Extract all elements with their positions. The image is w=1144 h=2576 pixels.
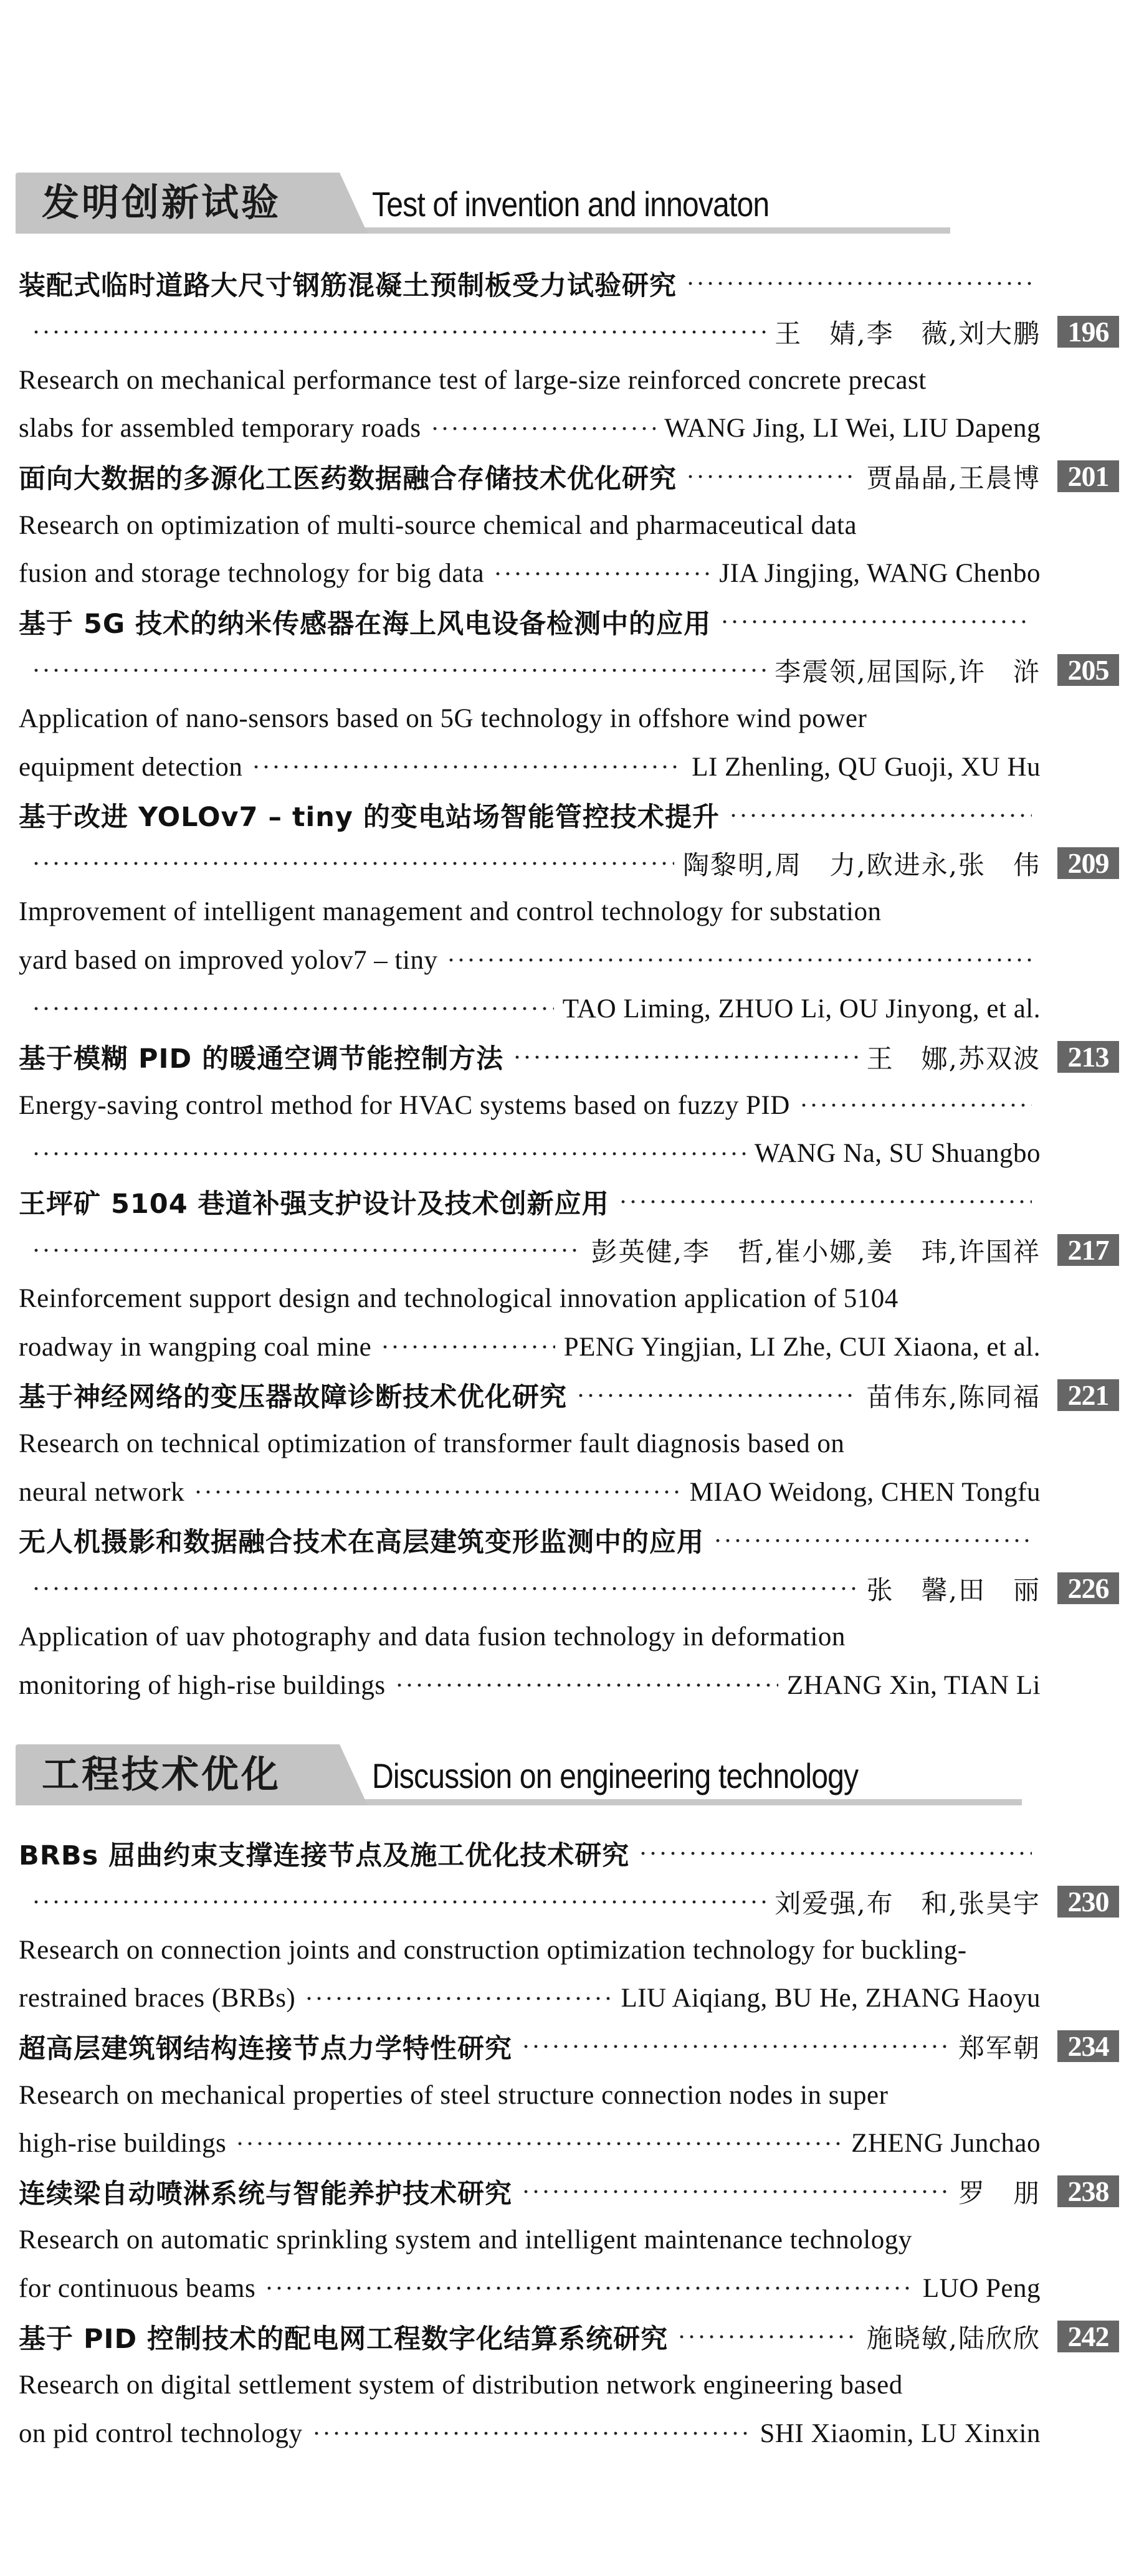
authors-cn: 苗伟东,陈同福	[866, 1381, 1041, 1412]
dot-leader	[521, 2040, 950, 2053]
article-title-en: slabs for assembled temporary roads	[19, 414, 421, 444]
article-title-en: yard based on improved yolov7 – tiny	[19, 945, 438, 975]
dot-leader	[618, 1195, 1032, 1208]
dot-leader	[380, 1341, 555, 1353]
article-title-en-line	[19, 2071, 1041, 2119]
authors-cn: 刘爱强,布 和,张昊宇	[775, 1888, 1041, 1919]
authors-en: ZHANG Xin, TIAN Li	[786, 1670, 1041, 1700]
page-number-badge[interactable]: 238	[1057, 2175, 1119, 2207]
section-header-engineering	[16, 1744, 1022, 1805]
authors-cn: 郑军朝	[958, 2033, 1041, 2064]
article-title-en-line	[19, 1661, 1041, 1709]
article-title-en: restrained braces (BRBs)	[19, 1984, 296, 2013]
dot-leader	[31, 326, 766, 338]
article-title-en-line	[19, 1468, 1041, 1516]
authors-cn-line	[19, 1226, 1041, 1275]
page-number-badge[interactable]: 201	[1057, 460, 1119, 492]
article-title-en: neural network	[19, 1477, 185, 1507]
dot-leader	[31, 664, 766, 677]
article-title-en-line	[19, 1419, 1041, 1468]
article-title-en-line	[19, 1926, 1041, 1974]
authors-cn: 施晓敏,陆欣欣	[866, 2323, 1041, 2354]
authors-cn: 陶黎明,周 力,欧进永,张 伟	[682, 850, 1041, 881]
article-title-en-line	[19, 549, 1041, 598]
section-title-cn: 发明创新试验	[42, 181, 281, 225]
dot-leader	[799, 1099, 1032, 1111]
article-title-en: monitoring of high-rise buildings	[19, 1670, 386, 1700]
article-title-en-line	[19, 356, 1041, 404]
page-number-badge[interactable]: 234	[1057, 2030, 1119, 2062]
article-title-cn[interactable]: 基于 PID 控制技术的配电网工程数字化结算系统研究	[19, 2323, 669, 2355]
authors-cn: 李震领,屈国际,许 浒	[775, 656, 1041, 687]
article-title-en: high-rise buildings	[19, 2129, 227, 2159]
article-title-cn-line	[19, 1033, 1041, 1081]
authors-cn-line	[19, 839, 1041, 888]
page-number-badge[interactable]: 205	[1057, 654, 1119, 686]
article-title-cn[interactable]: BRBs 屈曲约束支撑连接节点及施工优化技术研究	[19, 1840, 630, 1871]
authors-en: JIA Jingjing, WANG Chenbo	[719, 559, 1041, 589]
article-title-en-line	[19, 936, 1041, 984]
article-title-cn-line	[19, 259, 1041, 308]
dot-leader	[576, 1389, 858, 1402]
authors-en: LIU Aiqiang, BU He, ZHANG Haoyu	[621, 1984, 1041, 2013]
article-title-cn-line	[19, 597, 1041, 646]
article-title-cn-line	[19, 1829, 1041, 1878]
authors-en: WANG Jing, LI Wei, LIU Dapeng	[664, 414, 1041, 444]
article-title-en: equipment detection	[19, 752, 243, 782]
article-title-en-line	[19, 2264, 1041, 2312]
article-title-en-line	[19, 1275, 1041, 1323]
article-title-cn-line	[19, 1371, 1041, 1420]
article-title-en: for continuous beams	[19, 2273, 256, 2303]
article-title-en-line	[19, 2216, 1041, 2265]
article-title-en: on pid control technology	[19, 2418, 303, 2448]
article-title-cn[interactable]: 装配式临时道路大尺寸钢筋混凝土预制板受力试验研究	[19, 270, 677, 302]
article-title-en-line	[19, 1323, 1041, 1371]
dot-leader	[31, 1582, 858, 1595]
dot-leader	[728, 809, 1032, 822]
article-title-en-line	[19, 743, 1041, 791]
article-title-en: Application of nano-sensors based on 5G technology in offshore wind power	[19, 703, 867, 733]
dot-leader	[446, 954, 1032, 966]
article-title-cn-line	[19, 791, 1041, 840]
dot-leader	[264, 2282, 914, 2294]
page-number-badge[interactable]: 242	[1057, 2321, 1119, 2352]
dot-leader	[521, 2185, 950, 2198]
dot-leader	[31, 1896, 766, 1908]
authors-en: PENG Yingjian, LI Zhe, CUI Xiaona, et al.	[563, 1332, 1041, 1362]
page-number-badge[interactable]: 209	[1057, 847, 1119, 879]
dot-leader	[31, 1244, 583, 1257]
authors-en: TAO Liming, ZHUO Li, OU Jinyong, et al.	[562, 994, 1041, 1024]
article-title-cn[interactable]: 连续梁自动喷淋系统与智能养护技术研究	[19, 2178, 512, 2210]
article-title-en-line	[19, 1613, 1041, 1661]
page-number-badge[interactable]: 213	[1057, 1041, 1119, 1073]
article-title-cn[interactable]: 基于模糊 PID 的暖通空调节能控制方法	[19, 1043, 504, 1075]
article-title-en: Improvement of intelligent management and control technology for substation	[19, 897, 882, 927]
article-title-en: Research on connection joints and construction optimization technology for buckling-	[19, 1935, 967, 1965]
section-header-invention	[16, 173, 950, 234]
article-title-en: roadway in wangping coal mine	[19, 1332, 372, 1362]
article-title-cn-line	[19, 2312, 1041, 2361]
article-title-en-line	[19, 888, 1041, 936]
dot-leader	[685, 277, 1032, 290]
dot-leader	[394, 1679, 778, 1691]
article-title-cn-line	[19, 452, 1041, 501]
authors-cn: 张 馨,田 丽	[866, 1575, 1041, 1606]
article-title-en-line	[19, 2361, 1041, 2410]
article-title-en-line	[19, 1974, 1041, 2023]
authors-en: LUO Peng	[922, 2273, 1041, 2303]
authors-cn: 贾晶晶,王晨博	[866, 463, 1041, 494]
authors-en: MIAO Weidong, CHEN Tongfu	[689, 1477, 1041, 1507]
dot-leader	[31, 1002, 554, 1015]
section-title-en: Test of invention and innovaton	[372, 184, 770, 224]
article-title-en: Research on mechanical properties of steel structure connection nodes in super	[19, 2080, 889, 2110]
page-number-badge[interactable]: 230	[1057, 1886, 1119, 1918]
authors-cn-line	[19, 1564, 1041, 1613]
section-title-cn: 工程技术优化	[42, 1753, 281, 1797]
article-title-en-line	[19, 1081, 1041, 1129]
article-title-cn[interactable]: 无人机摄影和数据融合技术在高层建筑变形监测中的应用	[19, 1527, 704, 1559]
dot-leader	[31, 1148, 746, 1160]
dot-leader	[677, 2331, 857, 2343]
article-title-en: Research on digital settlement system of distribution network engineering based	[19, 2370, 903, 2400]
dot-leader	[512, 1051, 857, 1063]
dot-leader	[235, 2137, 842, 2150]
dot-leader	[304, 1992, 612, 2005]
authors-cn-line	[19, 646, 1041, 695]
authors-en: LI Zhenling, QU Guoji, XU Hu	[692, 752, 1041, 782]
authors-en: WANG Na, SU Shuangbo	[754, 1139, 1041, 1169]
page-number-badge[interactable]: 226	[1057, 1572, 1119, 1604]
authors-en-line	[19, 984, 1041, 1033]
page-number-badge[interactable]: 196	[1057, 316, 1119, 348]
page-number-badge[interactable]: 221	[1057, 1379, 1119, 1411]
authors-cn: 彭英健,李 哲,崔小娜,姜 玮,许国祥	[591, 1237, 1041, 1267]
section-title-en: Discussion on engineering technology	[372, 1756, 859, 1795]
article-title-en-line	[19, 694, 1041, 743]
dot-leader	[720, 615, 1032, 628]
authors-en: ZHENG Junchao	[851, 2129, 1041, 2159]
article-title-cn[interactable]: 基于改进 YOLOv7 – tiny 的变电站场智能管控技术提升	[19, 802, 720, 834]
article-title-cn[interactable]: 王坪矿 5104 巷道补强支护设计及技术创新应用	[19, 1188, 609, 1220]
authors-cn: 罗 朋	[958, 2178, 1041, 2209]
article-title-en: Research on technical optimization of transformer fault diagnosis based on	[19, 1428, 845, 1458]
dot-leader	[251, 761, 683, 773]
authors-cn-line	[19, 308, 1041, 356]
authors-en-line	[19, 1129, 1041, 1178]
article-title-en: Energy-saving control method for HVAC systems based on fuzzy PID	[19, 1090, 790, 1120]
article-title-cn[interactable]: 基于神经网络的变压器故障诊断技术优化研究	[19, 1382, 567, 1414]
dot-leader	[31, 857, 674, 870]
page-number-badge[interactable]: 217	[1057, 1234, 1119, 1266]
dot-leader	[713, 1534, 1032, 1547]
article-title-en: Reinforcement support design and technological innovation application of 5104	[19, 1284, 899, 1314]
dot-leader	[638, 1847, 1032, 1860]
article-title-en: Research on mechanical performance test of large-size reinforced concrete precast	[19, 365, 927, 395]
article-title-en: Research on automatic sprinkling system and intelligent maintenance technology	[19, 2225, 912, 2255]
article-title-en-line	[19, 501, 1041, 549]
article-title-en-line	[19, 2409, 1041, 2458]
article-title-en: fusion and storage technology for big data	[19, 559, 485, 589]
article-title-cn[interactable]: 面向大数据的多源化工医药数据融合存储技术优化研究	[19, 463, 677, 495]
authors-cn-line	[19, 1878, 1041, 1926]
article-title-cn-line	[19, 1516, 1041, 1565]
dot-leader	[430, 422, 656, 435]
authors-cn: 王 婧,李 薇,刘大鹏	[775, 318, 1041, 349]
article-title-en: Research on optimization of multi-source chemical and pharmaceutical data	[19, 510, 857, 540]
article-title-en-line	[19, 404, 1041, 453]
article-title-cn-line	[19, 1177, 1041, 1226]
article-title-cn-line	[19, 2022, 1041, 2071]
article-title-cn[interactable]: 超高层建筑钢结构连接节点力学特性研究	[19, 2033, 512, 2065]
article-title-cn-line	[19, 2167, 1041, 2216]
article-title-cn[interactable]: 基于 5G 技术的纳米传感器在海上风电设备检测中的应用	[19, 608, 712, 640]
dot-leader	[193, 1486, 680, 1498]
article-title-en-line	[19, 2119, 1041, 2168]
dot-leader	[312, 2427, 751, 2440]
article-title-en: Application of uav photography and data fusion technology in deformation	[19, 1622, 846, 1652]
authors-cn: 王 娜,苏双波	[866, 1043, 1041, 1074]
dot-leader	[493, 568, 710, 580]
authors-en: SHI Xiaomin, LU Xinxin	[760, 2418, 1041, 2448]
dot-leader	[685, 470, 858, 483]
